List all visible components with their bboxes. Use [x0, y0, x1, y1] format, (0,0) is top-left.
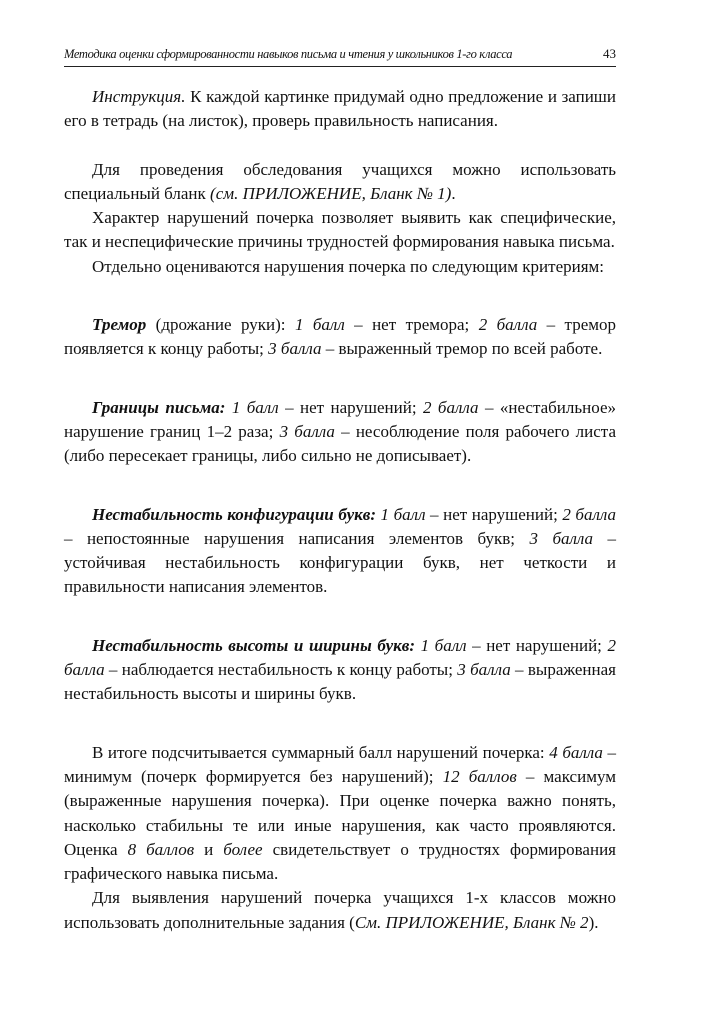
instruction-label: Инструкция. — [92, 87, 186, 106]
criterion-label: Тремор — [92, 315, 147, 335]
form-paragraph: Для проведения обследования учащихся можно использовать специальный бланк (см. ПРИЛОЖЕНИЕ, Бланк № 1). — [64, 159, 616, 203]
running-header — [64, 46, 616, 67]
appendix-reference: См. ПРИЛОЖЕНИЕ, Бланк № 2 — [354, 912, 589, 932]
instruction-paragraph: Инструкция. К каждой картинке придумай одно предложение и запиши его в тетрадь (на листок), проверь правильность написания. — [64, 87, 616, 131]
handwriting-paragraph: Характер нарушений почерка позволяет выявить как специфические, так и неспецифические причины трудностей формирования навыка письма. — [64, 208, 616, 252]
summary-paragraph: В итоге подсчитывается суммарный балл нарушений почерка: 4 балла – минимум (почерк формируется без нарушений); 12 баллов – максимум (выраженные нарушения почерка). При оценке почерка важно понять, насколько стабильны те или иные нарушения, как часто проявляются. Оценка 8 баллов и более свидетельствует о трудностях формирования графического навыка письма. — [64, 742, 616, 884]
running-title: Методика оценки сформированности навыков письма и чтения у школьников 1-го класса — [64, 47, 513, 61]
page-number: 43 — [603, 46, 616, 61]
appendix-reference: (см. ПРИЛОЖЕНИЕ, Бланк № 1) — [210, 183, 452, 203]
criterion-borders: Границы письма: 1 балл – нет нарушений; 2 балла – «нестабильное» нарушение границ 1–2 раза; 3 балла – несоблюдение поля рабочего листа (либо пересекает границы, либо сильно не дописывает). — [64, 397, 616, 466]
criterion-tremor: Тремор (дрожание руки): 1 балл – нет тремора; 2 балла – тремор появляется к концу работы; 3 балла – выраженный тремор по всей работе. — [64, 315, 616, 359]
page — [64, 46, 616, 935]
criterion-label: Нестабильность высоты и ширины букв: — [92, 635, 415, 655]
criteria-intro-paragraph: Отдельно оцениваются нарушения почерка по следующим критериям: — [92, 256, 605, 276]
criterion-label: Нестабильность конфигурации букв: — [92, 504, 376, 524]
additional-tasks-paragraph: Для выявления нарушений почерка учащихся 1-х классов можно использовать дополнительные задания (См. ПРИЛОЖЕНИЕ, Бланк № 2). — [64, 888, 616, 932]
body-text — [64, 85, 616, 935]
criterion-letter-size: Нестабильность высоты и ширины букв: 1 балл – нет нарушений; 2 балла – наблюдается нестабильность к концу работы; 3 балла – выраженная нестабильность высоты и ширины букв. — [64, 635, 616, 704]
criterion-label: Границы письма: — [92, 397, 226, 417]
criterion-letter-configuration: Нестабильность конфигурации букв: 1 балл – нет нарушений; 2 балла – непостоянные нарушения написания элементов букв; 3 балла – устойчивая нестабильность конфигурации букв, нет четкости и правильности написания элементов. — [64, 504, 617, 597]
